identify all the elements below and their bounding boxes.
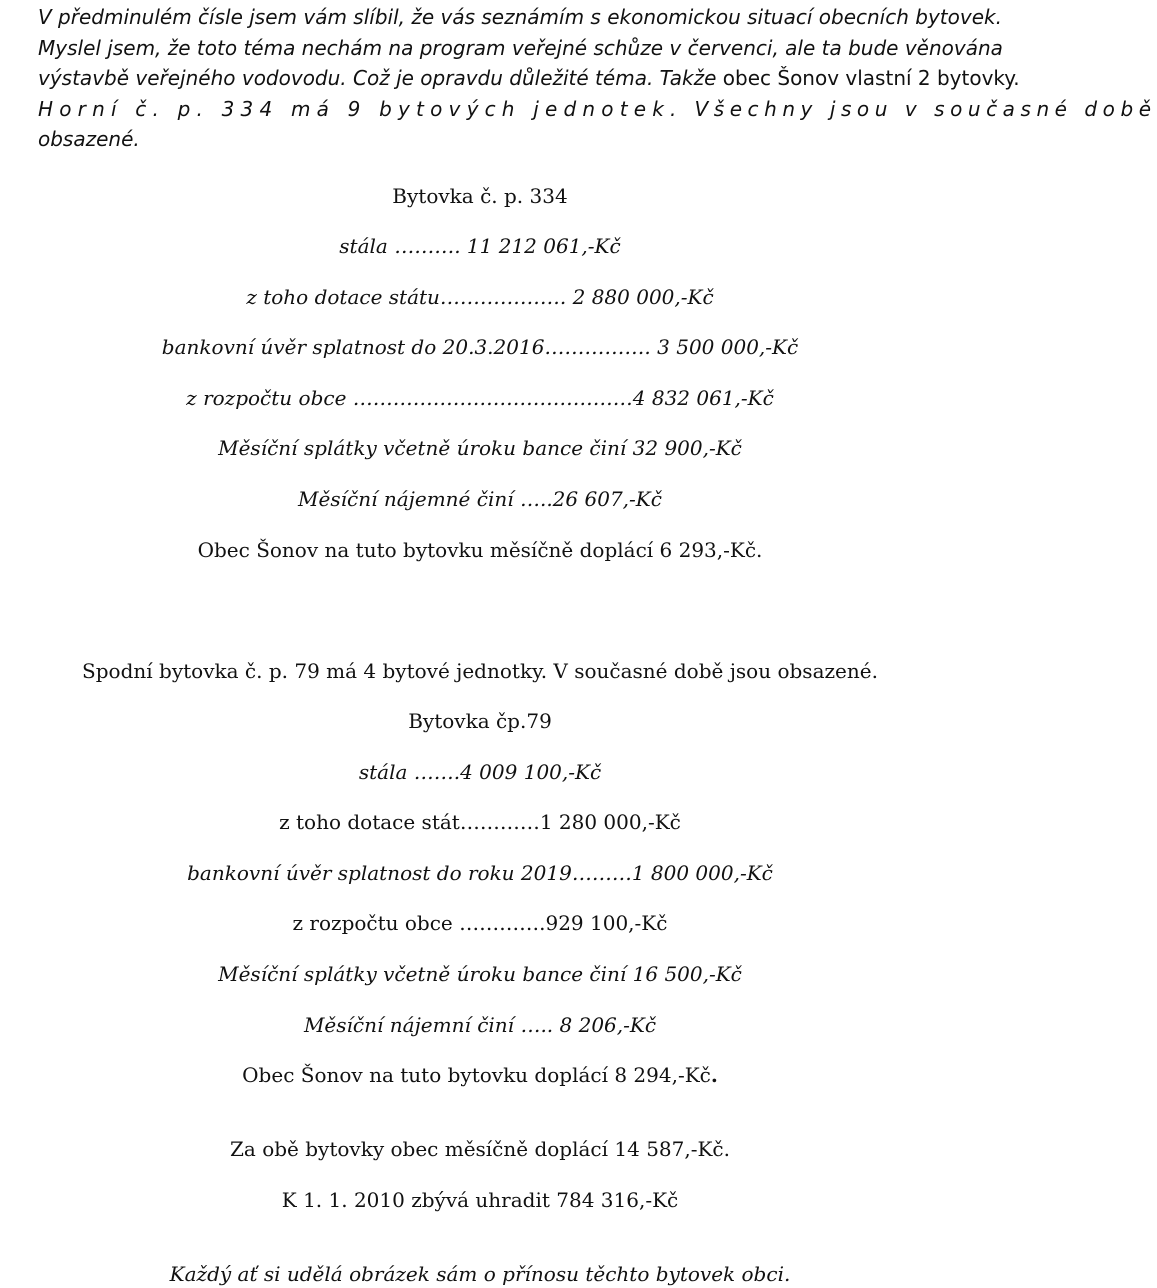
building-79-budget: z rozpočtu obce ………….929 100,-Kč	[292, 911, 668, 935]
building-79-cost: stála …….4 009 100,-Kč	[358, 760, 602, 784]
building-334-rent: Měsíční nájemné činí …..26 607,-Kč	[298, 487, 662, 511]
building-334-deficit: Obec Šonov na tuto bytovku měsíčně doplácí 6 293,-Kč.	[197, 538, 763, 562]
summary-remaining: K 1. 1. 2010 zbývá uhradit 784 316,-Kč	[281, 1188, 679, 1212]
intro-line-3-upright: obec Šonov vlastní 2 bytovky.	[716, 66, 1020, 90]
building-334-loan: bankovní úvěr splatnost do 20.3.2016……………. 3 500 000,-Kč	[161, 335, 799, 359]
building-334-cost: stála ………. 11 212 061,-Kč	[339, 234, 621, 258]
building-79-installments: Měsíční splátky včetně úroku bance činí 16 500,-Kč	[218, 962, 742, 986]
intro-paragraph	[38, 2, 1157, 155]
building-79-rent: Měsíční nájemní činí ….. 8 206,-Kč	[303, 1013, 657, 1037]
building-79-deficit-text: Obec Šonov na tuto bytovku doplácí 8 294,-Kč	[242, 1063, 711, 1087]
intro-line-1: V předminulém čísle jsem vám slíbil, že vás seznámím s ekonomickou situací obecních bytovek.	[38, 5, 1002, 29]
intro-line-3	[38, 63, 1020, 94]
intro-line-4-spaced-end: Všechny jsou v současné době	[682, 96, 1157, 121]
building-334-budget: z rozpočtu obce ……………………………………4 832 061,-Kč	[186, 386, 774, 410]
summary-total: Za obě bytovky obec měsíčně doplácí 14 587,-Kč.	[230, 1137, 730, 1161]
intro-line-5: obsazené.	[38, 127, 140, 151]
building-79-title: Bytovka čp.79	[408, 709, 552, 733]
summary-closing: Každý ať si udělá obrázek sám o přínosu těchto bytovek obci.	[169, 1262, 791, 1286]
building-334-installments: Měsíční splátky včetně úroku bance činí 32 900,-Kč	[218, 436, 742, 460]
building-334-subsidy: z toho dotace státu………………. 2 880 000,-Kč	[246, 285, 714, 309]
intro-line-4	[38, 94, 1157, 125]
building-79-subsidy: z toho dotace stát…………1 280 000,-Kč	[279, 810, 681, 834]
building-79-intro: Spodní bytovka č. p. 79 má 4 bytové jednotky. V současné době jsou obsazené.	[82, 659, 878, 683]
building-79-loan: bankovní úvěr splatnost do roku 2019………1 800 000,-Kč	[187, 861, 773, 885]
building-79-deficit	[0, 1063, 960, 1087]
building-79-deficit-dot: .	[710, 1063, 718, 1087]
building-334-title: Bytovka č. p. 334	[392, 184, 568, 208]
intro-line-2: Myslel jsem, že toto téma nechám na program veřejné schůze v červenci, ale ta bude věnována	[38, 35, 1003, 60]
intro-line-3-italic: výstavbě veřejného vodovodu. Což je opravdu důležité téma. Takže	[38, 66, 717, 90]
intro-line-4-spaced: Horní č. p. 334 má 9 bytových jednotek.	[38, 96, 683, 121]
